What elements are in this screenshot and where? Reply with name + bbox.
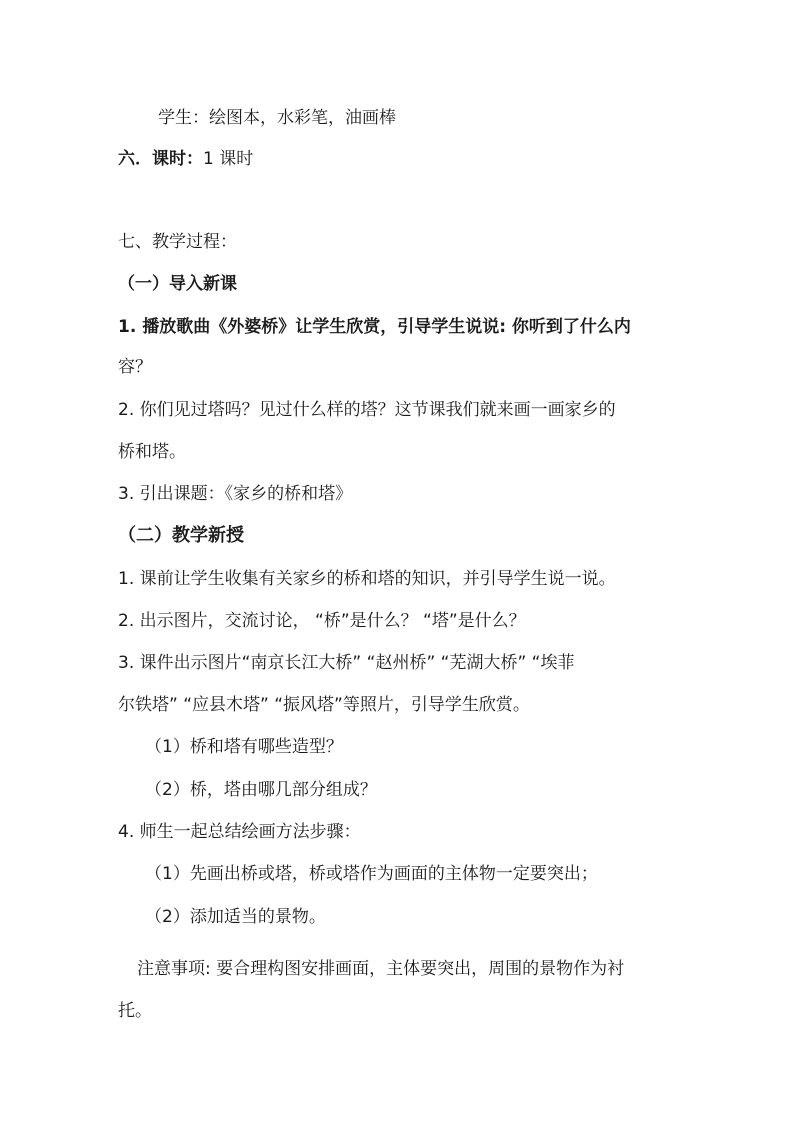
part2-step1: （1）先画出桥或塔，桥或塔作为画面的主体物一定要突出； — [145, 864, 598, 884]
part2-item3-line1: 3. 课件出示图片“南京长江大桥” “赵州桥” “芜湖大桥” “埃菲 — [118, 653, 575, 673]
part2-item1: 1. 课前让学生收集有关家乡的桥和塔的知识，并引导学生说一说。 — [118, 569, 616, 589]
part1-title: （一）导入新课 — [118, 274, 237, 294]
part1-item1-line1: 1. 播放歌曲《外婆桥》让学生欣赏，引导学生说说: 你听到了什么内 — [118, 317, 631, 337]
section6-line — [118, 147, 253, 171]
section6-label: 六．课时： — [118, 149, 203, 169]
part2-step2: （2）添加适当的景物。 — [145, 907, 326, 927]
part1-item3: 3. 引出课题：《家乡的桥和塔》 — [118, 484, 353, 504]
part2-question2: （2）桥，塔由哪几部分组成？ — [145, 780, 377, 800]
materials-students: 学生：绘图本，水彩笔，油画棒 — [158, 108, 396, 128]
part2-note-line2: 托。 — [118, 1001, 152, 1021]
part2-item2: 2. 出示图片，交流讨论， “桥”是什么？ “塔”是什么？ — [118, 611, 526, 631]
part2-note-line1: 注意事项: 要合理构图安排画面，主体要突出，周围的景物作为衬 — [137, 959, 625, 979]
part1-item2-line1: 2. 你们见过塔吗？见过什么样的塔？这节课我们就来画一画家乡的 — [118, 400, 616, 420]
part1-item1-line2: 容？ — [118, 357, 152, 377]
section6-value: 1 课时 — [203, 149, 254, 169]
part2-item4: 4. 师生一起总结绘画方法步骤： — [118, 822, 361, 842]
part1-item2-line2: 桥和塔。 — [118, 442, 186, 462]
part2-question1: （1）桥和塔有哪些造型？ — [145, 737, 343, 757]
part2-title: （二）教学新授 — [118, 525, 244, 546]
section7-title: 七、教学过程： — [118, 232, 237, 252]
part2-item3-line2: 尔铁塔” “应县木塔” “振风塔”等照片，引导学生欣赏。 — [118, 695, 530, 715]
